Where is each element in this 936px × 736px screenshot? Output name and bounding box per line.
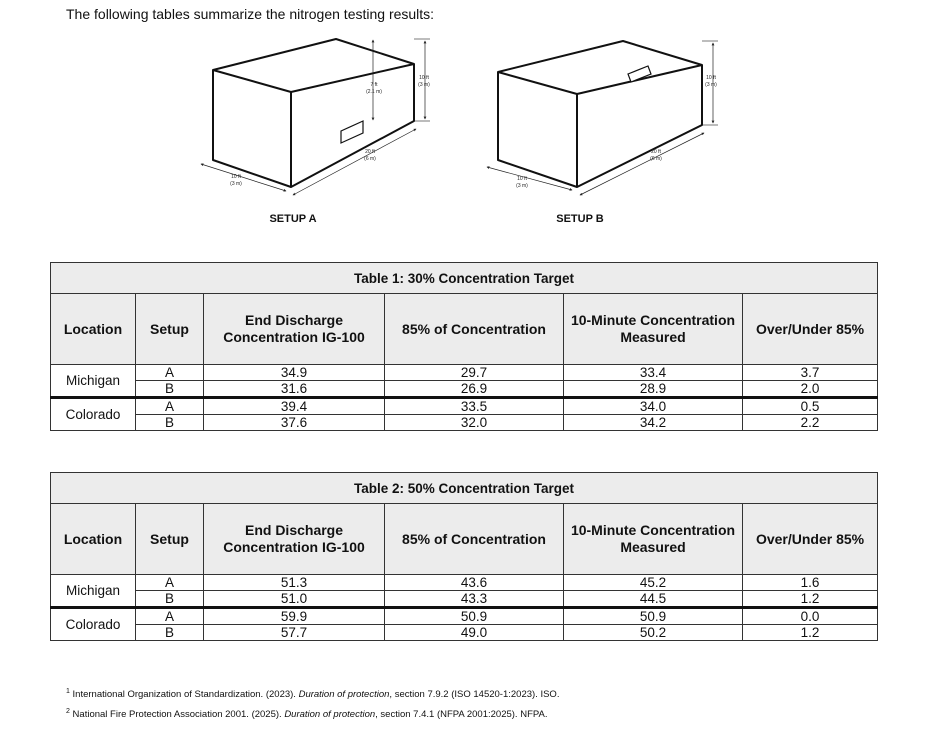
location-cell: Michigan [51,575,136,608]
setup-a-length-ft: 20 ft [365,149,375,155]
footnote-1-mark: 1 [66,688,70,695]
over-under-cell: 2.0 [743,381,878,398]
footnote-1 [66,683,559,703]
end-discharge-cell: 51.0 [204,591,385,608]
svg-text:10 ft [706,75,716,81]
table-2-header-over-under: Over/Under 85% [743,504,878,575]
setup-a-diagram [201,39,430,225]
setup-a-length-m: (6 m) [364,156,376,162]
svg-text:(6 m) [364,156,376,162]
end-discharge-cell: 57.7 [204,625,385,641]
setup-cell: A [136,608,204,625]
setup-cell: B [136,415,204,431]
table-row [51,608,878,625]
footnote-2-mark: 2 [66,708,70,716]
svg-text:10 ft [231,174,241,180]
footnotes [66,683,559,723]
measured-cell: 34.0 [564,398,743,415]
table-1-header-location: Location [51,294,136,365]
table-1 [50,262,878,431]
setup-b-width-ft: 10 ft [517,176,527,182]
svg-text:(6 m) [650,156,662,162]
setup-diagrams [0,0,936,240]
setup-b-diagram [487,41,718,225]
table-2 [50,472,878,641]
85-percent-cell: 26.9 [385,381,564,398]
footnote-2-source: , section 7.4.1 (NFPA 2001:2025). NFPA. [375,709,548,721]
end-discharge-cell: 31.6 [204,381,385,398]
85-percent-cell: 50.9 [385,608,564,625]
footnote-2 [66,703,559,723]
setup-b-label: SETUP B [556,213,604,225]
svg-text:10 ft [419,75,429,81]
footnote-2-title: Duration of protection [284,709,376,721]
table-1-header-over-under: Over/Under 85% [743,294,878,365]
over-under-cell: 3.7 [743,365,878,381]
setup-cell: B [136,625,204,641]
setup-cell: A [136,398,204,415]
table-row [51,381,878,398]
85-percent-cell: 43.3 [385,591,564,608]
table-2-header-setup: Setup [136,504,204,575]
svg-text:(3 m) [230,181,242,187]
location-cell: Colorado [51,608,136,641]
table-1-header-10-minute: 10-Minute Concentration Measured [564,294,743,365]
svg-text:(3 m) [418,82,430,88]
over-under-cell: 1.2 [743,625,878,641]
85-percent-cell: 29.7 [385,365,564,381]
setup-b-length-ft: 20 ft [651,149,661,155]
table-2-header-10-minute: 10-Minute Concentration Measured [564,504,743,575]
measured-cell: 34.2 [564,415,743,431]
table-1-header-setup: Setup [136,294,204,365]
location-cell: Michigan [51,365,136,398]
table-row [51,415,878,431]
85-percent-cell: 43.6 [385,575,564,591]
setup-cell: B [136,591,204,608]
measured-cell: 33.4 [564,365,743,381]
table-row [51,591,878,608]
end-discharge-cell: 39.4 [204,398,385,415]
setup-a-inner-m: (2.1 m) [366,89,382,95]
table-1-header-end-discharge: End Discharge Concentration IG-100 [204,294,385,365]
footnote-1-source: , section 7.9.2 (ISO 14520-1:2023). ISO. [389,689,560,701]
measured-cell: 50.2 [564,625,743,641]
svg-text:7 ft [371,82,379,88]
85-percent-cell: 33.5 [385,398,564,415]
table-2-header-end-discharge: End Discharge Concentration IG-100 [204,504,385,575]
over-under-cell: 0.0 [743,608,878,625]
table-row [51,398,878,415]
over-under-cell: 2.2 [743,415,878,431]
end-discharge-cell: 59.9 [204,608,385,625]
table-row [51,365,878,381]
svg-text:20 ft [365,149,375,155]
end-discharge-cell: 34.9 [204,365,385,381]
measured-cell: 28.9 [564,381,743,398]
table-1-header-85-percent: 85% of Concentration [385,294,564,365]
setup-a-inner-ft: 7 ft [370,82,378,88]
svg-text:10 ft [517,176,527,182]
setup-a-height-ft: 10 ft [419,75,429,81]
setup-cell: A [136,365,204,381]
table-2-header-85-percent: 85% of Concentration [385,504,564,575]
intro-text: The following tables summarize the nitrogen testing results: [66,6,435,22]
setup-b-height-ft: 10 ft [706,75,716,81]
svg-text:(2.1 m) [366,89,382,95]
setup-b-width-m: (3 m) [516,183,528,189]
end-discharge-cell: 37.6 [204,415,385,431]
over-under-cell: 1.6 [743,575,878,591]
setup-a-height-m: (3 m) [418,82,430,88]
location-cell: Colorado [51,398,136,431]
svg-text:(3 m) [516,183,528,189]
85-percent-cell: 32.0 [385,415,564,431]
setup-cell: B [136,381,204,398]
table-row [51,575,878,591]
setup-a-width-ft: 10 ft [231,174,241,180]
table-row [51,625,878,641]
svg-text:20 ft [651,149,661,155]
over-under-cell: 0.5 [743,398,878,415]
footnote-1-text: International Organization of Standardization. (2023). [72,689,299,701]
svg-text:(3 m) [705,82,717,88]
end-discharge-cell: 51.3 [204,575,385,591]
measured-cell: 45.2 [564,575,743,591]
setup-a-label: SETUP A [269,213,317,225]
table-2-header-location: Location [51,504,136,575]
setup-cell: A [136,575,204,591]
setup-b-height-m: (3 m) [705,82,717,88]
setup-a-width-m: (3 m) [230,181,242,187]
table-2-title: Table 2: 50% Concentration Target [51,473,878,504]
footnote-2-text: National Fire Protection Association 2001. (2025). [72,709,285,721]
setup-b-length-m: (6 m) [650,156,662,162]
measured-cell: 44.5 [564,591,743,608]
measured-cell: 50.9 [564,608,743,625]
table-1-title: Table 1: 30% Concentration Target [51,263,878,294]
footnote-1-title: Duration of protection [298,689,390,701]
over-under-cell: 1.2 [743,591,878,608]
85-percent-cell: 49.0 [385,625,564,641]
